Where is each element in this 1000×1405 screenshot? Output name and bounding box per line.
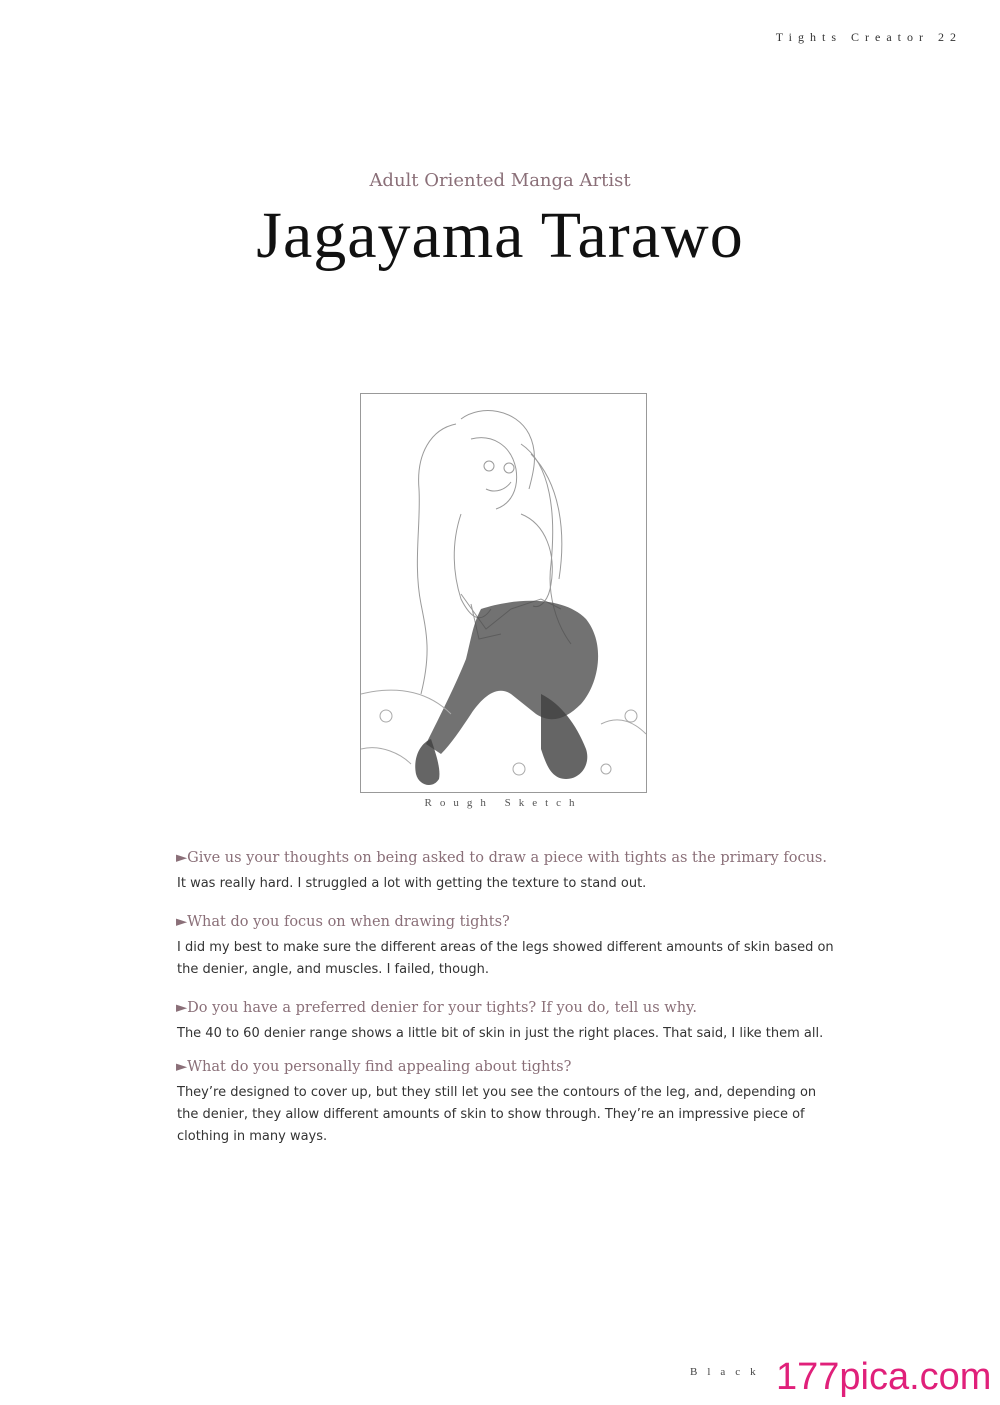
question-text: ►Do you have a preferred denier for your tights? If you do, tell us why. (176, 1000, 697, 1016)
qa-item (176, 1059, 836, 1148)
answer-text: It was really hard. I struggled a lot with getting the texture to stand out. (177, 876, 647, 891)
question-text: ►What do you personally find appealing about tights? (176, 1059, 572, 1075)
qa-item (176, 914, 836, 981)
site-watermark: 177pica.com (768, 1352, 1000, 1402)
footer-running-text: Black (690, 1366, 766, 1378)
answer-text: I did my best to make sure the different areas of the legs showed different amounts of skin based on the denier, angle, and muscles. I failed, though. (177, 940, 834, 977)
artist-name-title: Jagayama Tarawo (256, 199, 744, 272)
sketch-drawing (361, 394, 646, 792)
running-header: Tights Creator 22 (775, 30, 962, 44)
qa-item (176, 1000, 836, 1045)
question-text: ►Give us your thoughts on being asked to draw a piece with tights as the primary focus. (176, 850, 827, 866)
question-text: ►What do you focus on when drawing tights? (176, 914, 510, 930)
answer-text: The 40 to 60 denier range shows a little bit of skin in just the right places. That said, I like them all. (177, 1026, 824, 1041)
answer-text: They’re designed to cover up, but they still let you see the contours of the leg, and, depending on the denier, they allow different amounts of skin to show through. They’re an impressive piece of clothing in many ways. (177, 1085, 817, 1144)
figure-caption: Rough Sketch (424, 797, 583, 809)
artist-role-subtitle: Adult Oriented Manga Artist (369, 170, 631, 191)
qa-item (176, 850, 836, 895)
rough-sketch-illustration (360, 393, 647, 793)
